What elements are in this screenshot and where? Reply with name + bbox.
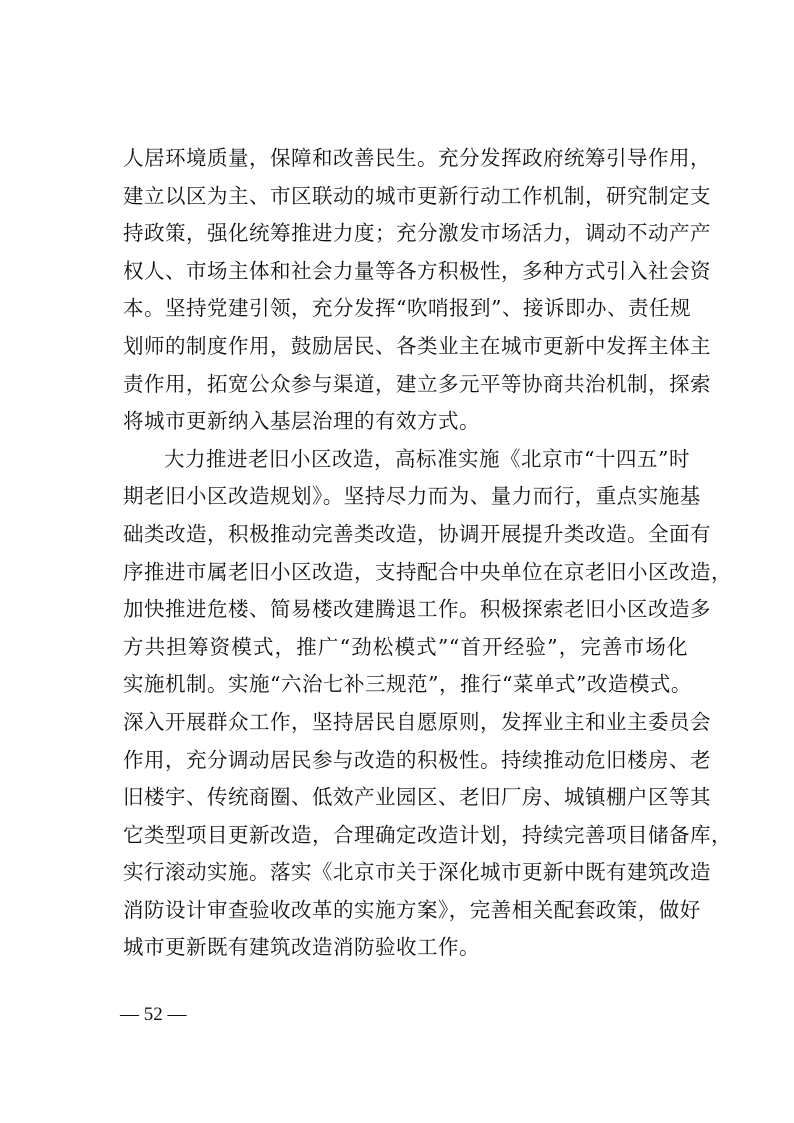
text-line: 人居环境质量，保障和改善民生。充分发挥政府统筹引导作用，	[123, 146, 711, 170]
text-line: 础类改造，积极推动完善类改造，协调开展提升类改造。全面有	[123, 521, 711, 546]
paragraph-1	[123, 140, 711, 441]
text-line: 城市更新既有建筑改造消防验收工作。	[123, 935, 480, 960]
text-line: 旧楼宇、传统商圈、低效产业园区、老旧厂房、城镇棚户区等其	[123, 785, 711, 810]
text-line: 消防设计审查验收改革的实施方案》，完善相关配套政策，做好	[123, 897, 701, 922]
text-line: 大力推进老旧小区改造，高标准实施《北京市“十四五”时	[164, 446, 690, 471]
text-line: 建立以区为主、市区联动的城市更新行动工作机制，研究制定支	[123, 183, 711, 208]
text-line: 作用，充分调动居民参与改造的积极性。持续推动危旧楼房、老	[123, 747, 711, 772]
page-number: — 52 —	[120, 1004, 187, 1025]
paragraph-2	[123, 441, 732, 967]
text-line: 责作用，拓宽公众参与渠道，建立多元平等协商共治机制，探索	[123, 371, 711, 396]
text-line: 它类型项目更新改造，合理确定改造计划，持续完善项目储备库，	[123, 822, 732, 847]
text-line: 加快推进危楼、简易楼改建腾退工作。积极探索老旧小区改造多	[123, 597, 711, 622]
text-line: 期老旧小区改造规划》。坚持尽力而为、量力而行，重点实施基	[123, 484, 701, 509]
text-line: 本。坚持党建引领，充分发挥“吹哨报到”、接诉即办、责任规	[123, 296, 691, 321]
text-line: 划师的制度作用，鼓励居民、各类业主在城市更新中发挥主体主	[123, 333, 711, 358]
text-line: 权人、市场主体和社会力量等各方积极性，多种方式引入社会资	[123, 258, 711, 283]
text-line: 深入开展群众工作，坚持居民自愿原则，发挥业主和业主委员会	[123, 709, 711, 734]
text-line: 实行滚动实施。落实《北京市关于深化城市更新中既有建筑改造	[123, 860, 711, 885]
text-line: 序推进市属老旧小区改造，支持配合中央单位在京老旧小区改造，	[123, 559, 732, 584]
body-text	[123, 140, 732, 967]
text-line: 持政策，强化统筹推进力度；充分激发市场活力，调动不动产产	[123, 221, 711, 246]
text-line: 方共担筹资模式，推广“劲松模式”“首开经验”，完善市场化	[123, 634, 688, 659]
text-line: 将城市更新纳入基层治理的有效方式。	[123, 409, 480, 434]
text-line: 实施机制。实施“六治七补三规范”，推行“菜单式”改造模式。	[123, 672, 692, 697]
